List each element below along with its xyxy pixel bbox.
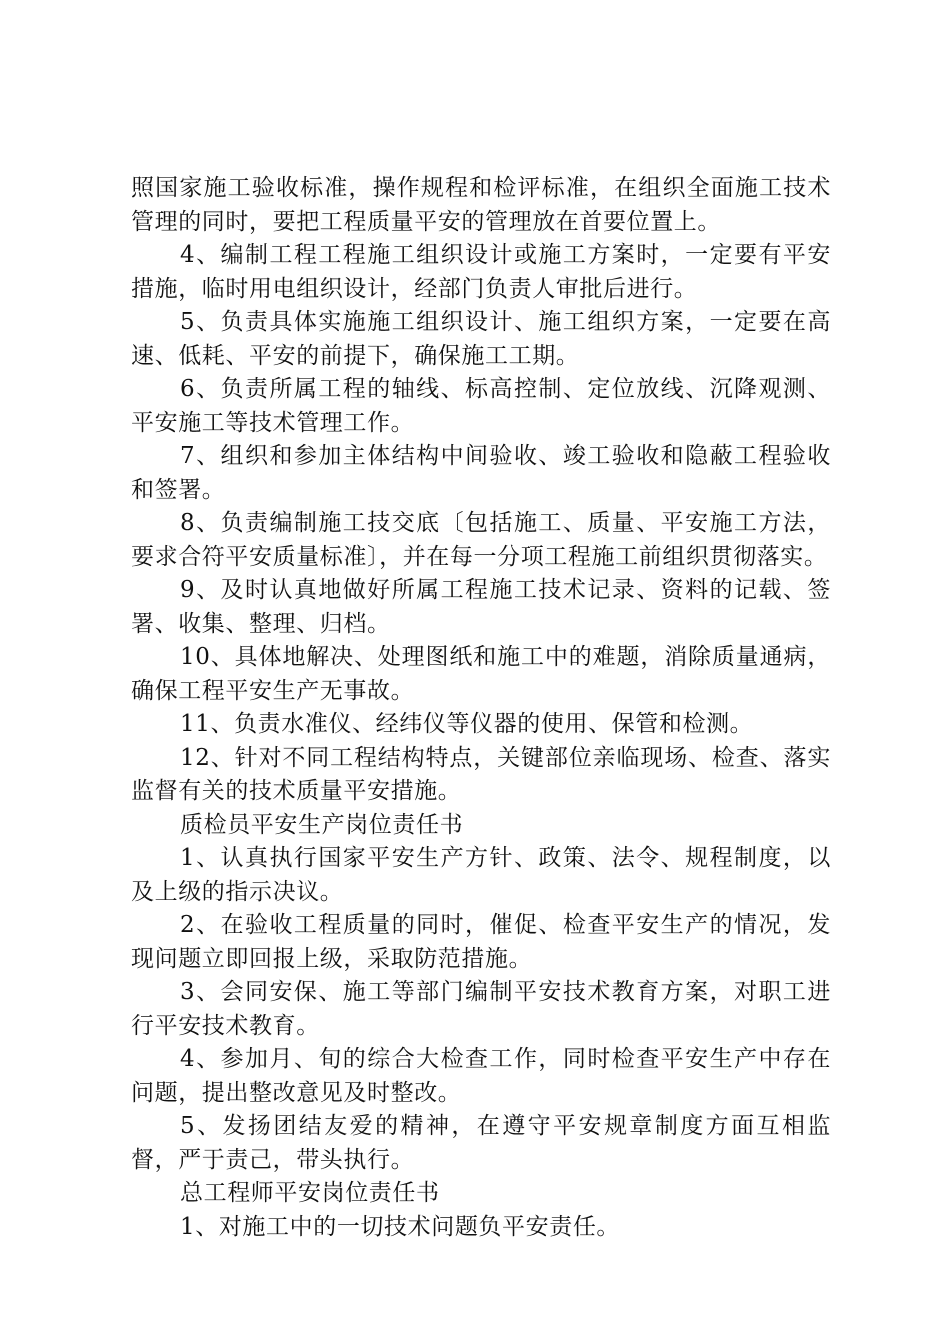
paragraph-ce-item-1: 1、对施工中的一切技术问题负平安责任。 [180,1213,621,1240]
paragraph-qi-item-4: 4、参加月、旬的综合大检查工作，同时检查平安生产中存在问题，提出整改意见及时整改。 [131,1046,831,1106]
paragraph-item-11: 11、负责水准仪、经纬仪等仪器的使用、保管和检测。 [180,711,754,737]
paragraph-item-4: 4、编制工程工程施工组织设计或施工方案时，一定要有平安措施，临时用电组织设计，经部门负责人审批后进行。 [131,242,831,302]
section-heading-chief-engineer: 总工程师平安岗位责任书 [180,1180,440,1206]
paragraph-qi-item-1: 1、认真执行国家平安生产方针、政策、法令、规程制度，以及上级的指示决议。 [131,845,831,905]
paragraph-qi-item-5: 5、发扬团结友爱的精神，在遵守平安规章制度方面互相监督，严于责己，带头执行。 [131,1113,831,1173]
document-body [131,172,831,1244]
paragraph-item-10: 10、具体地解决、处理图纸和施工中的难题，消除质量通病，确保工程平安生产无事故。 [131,644,831,704]
paragraph-continuation: 照国家施工验收标准，操作规程和检评标准，在组织全面施工技术管理的同时，要把工程质量平安的管理放在首要位置上。 [131,175,831,235]
paragraph-qi-item-2: 2、在验收工程质量的同时，催促、检查平安生产的情况，发现问题立即回报上级，采取防范措施。 [131,912,831,972]
paragraph-item-5: 5、负责具体实施施工组织设计、施工组织方案，一定要在高速、低耗、平安的前提下，确保施工工期。 [131,309,831,369]
section-heading-quality-inspector: 质检员平安生产岗位责任书 [180,811,464,838]
paragraph-qi-item-3: 3、会同安保、施工等部门编制平安技术教育方案，对职工进行平安技术教育。 [131,979,831,1039]
paragraph-item-9: 9、及时认真地做好所属工程施工技术记录、资料的记载、签署、收集、整理、归档。 [131,577,831,637]
paragraph-item-7: 7、组织和参加主体结构中间验收、竣工验收和隐蔽工程验收和签署。 [131,443,831,503]
paragraph-item-8: 8、负责编制施工技交底〔包括施工、质量、平安施工方法，要求合符平安质量标准〕，并在每一分项工程施工前组织贯彻落实。 [131,510,831,570]
paragraph-item-12: 12、针对不同工程结构特点，关键部位亲临现场、检查、落实监督有关的技术质量平安措施。 [131,744,831,804]
paragraph-item-6: 6、负责所属工程的轴线、标高控制、定位放线、沉降观测、平安施工等技术管理工作。 [131,376,831,436]
